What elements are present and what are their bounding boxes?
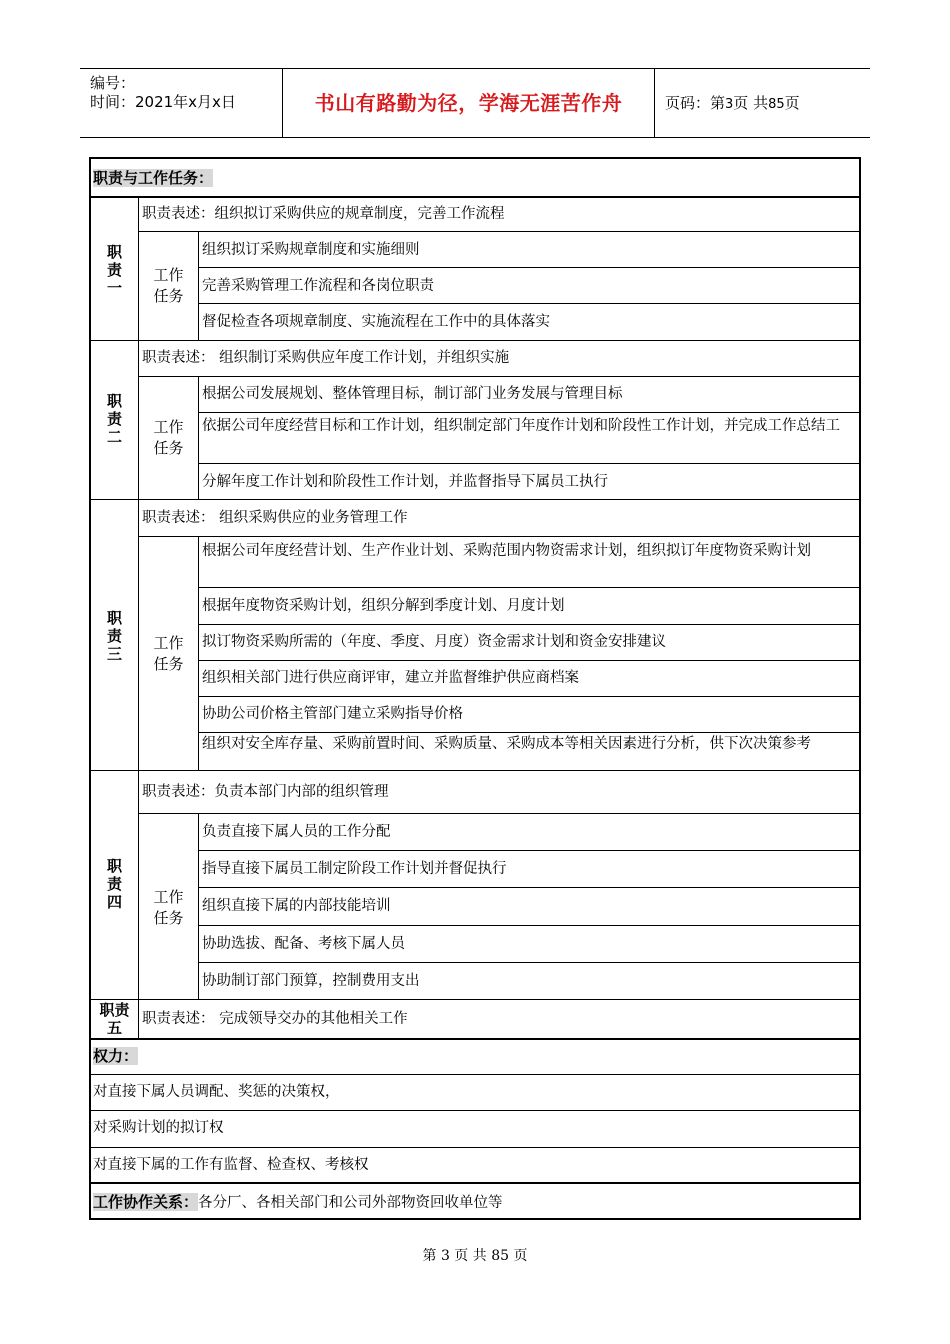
row-divider — [139, 813, 859, 814]
column-divider — [198, 232, 199, 340]
task-item: 完善采购管理工作流程和各岗位职责 — [202, 278, 434, 294]
page-total: 85 — [768, 97, 785, 112]
duty-4-tasks-label: 工作 任务 — [153, 888, 184, 927]
powers-title: 权力： — [93, 1047, 139, 1065]
duty-3-statement: 职责表述： 组织采购供应的业务管理工作 — [142, 510, 408, 526]
task-item: 协助制订部门预算，控制费用支出 — [202, 973, 420, 989]
task-item: 依据公司年度经营目标和工作计划，组织制定部门年度作计划和阶段性工作计划，并完成工作总结工 — [202, 418, 840, 434]
task-divider — [199, 267, 859, 268]
row-divider — [91, 770, 859, 771]
row-divider — [91, 1110, 859, 1111]
cooperation-title: 工作协作关系： — [93, 1193, 199, 1211]
duty-5-label: 职责 五 — [99, 1001, 130, 1037]
task-divider — [199, 587, 859, 588]
motto: 书山有路勤为径，学海无涯苦作舟 — [314, 91, 623, 115]
duty-4-statement: 职责表述：负责本部门内部的组织管理 — [142, 784, 389, 800]
page-mid: 页 共 — [733, 94, 769, 112]
row-divider — [91, 1182, 859, 1184]
header-motto-cell — [283, 69, 655, 137]
row-divider — [139, 376, 859, 377]
task-item: 拟订物资采购所需的（年度、季度、月度）资金需求计划和资金安排建议 — [202, 634, 666, 650]
cooperation-text: 各分厂、各相关部门和公司外部物资回收单位等 — [198, 1195, 503, 1211]
row-divider — [91, 1147, 859, 1148]
task-divider — [199, 887, 859, 888]
task-item: 协助选拔、配备、考核下属人员 — [202, 936, 405, 952]
task-item: 组织拟订采购规章制度和实施细则 — [202, 242, 420, 258]
page-number: 3 — [725, 97, 734, 112]
task-divider — [199, 850, 859, 851]
task-divider — [199, 696, 859, 697]
header-meta — [80, 69, 283, 137]
duty-3-label: 职 责 三 — [106, 609, 122, 663]
column-divider — [198, 376, 199, 499]
column-divider — [198, 813, 199, 999]
task-divider — [199, 303, 859, 304]
power-item: 对直接下属的工作有监督、检查权、考核权 — [93, 1157, 369, 1173]
duty-1-label: 职 责 一 — [106, 243, 122, 297]
row-divider — [139, 231, 859, 232]
task-item: 督促检查各项规章制度、实施流程在工作中的具体落实 — [202, 314, 550, 330]
task-item: 组织对安全库存量、采购前置时间、采购质量、采购成本等相关因素进行分析，供下次决策参考 — [202, 736, 811, 752]
task-divider — [199, 463, 859, 464]
row-divider — [91, 340, 859, 341]
header-page-cell — [655, 69, 870, 137]
task-item: 组织相关部门进行供应商评审，建立并监督维护供应商档案 — [202, 670, 579, 686]
duty-4-label: 职 责 四 — [106, 857, 122, 911]
row-divider — [91, 999, 859, 1000]
task-item: 指导直接下属员工制定阶段工作计划并督促执行 — [202, 861, 507, 877]
section-title: 职责与工作任务： — [93, 169, 214, 187]
cooperation-row — [93, 1190, 503, 1215]
duty-2-tasks-label: 工作 任务 — [153, 418, 184, 457]
task-item: 根据年度物资采购计划，组织分解到季度计划、月度计划 — [202, 598, 565, 614]
duty-2-label: 职 责 二 — [106, 392, 122, 446]
task-divider — [199, 962, 859, 963]
task-item: 负责直接下属人员的工作分配 — [202, 824, 391, 840]
row-divider — [139, 536, 859, 537]
row-divider — [91, 1038, 859, 1040]
page-prefix: 页码：第 — [665, 94, 726, 112]
column-divider — [198, 536, 199, 770]
task-divider — [199, 412, 859, 413]
task-item: 分解年度工作计划和阶段性工作计划，并监督指导下属员工执行 — [202, 474, 608, 490]
duty-5-statement: 职责表述： 完成领导交办的其他相关工作 — [142, 1011, 408, 1027]
page-indicator — [655, 69, 870, 139]
power-item: 对采购计划的拟订权 — [93, 1120, 224, 1136]
task-divider — [199, 925, 859, 926]
task-divider — [199, 624, 859, 625]
duties-table — [89, 157, 861, 1220]
number-label: 编号： — [90, 74, 136, 92]
task-item: 根据公司发展规划、整体管理目标，制订部门业务发展与管理目标 — [202, 386, 623, 402]
row-divider — [91, 196, 859, 198]
page-header — [80, 68, 870, 138]
row-divider — [91, 1074, 859, 1075]
duty-2-statement: 职责表述： 组织制订采购供应年度工作计划，并组织实施 — [142, 350, 510, 366]
duty-1-tasks-label: 工作 任务 — [153, 266, 184, 305]
task-divider — [199, 660, 859, 661]
date-label: 时间：2021年x月x日 — [90, 93, 236, 111]
page-suffix: 页 — [784, 94, 800, 112]
row-divider — [91, 499, 859, 500]
task-item: 组织直接下属的内部技能培训 — [202, 898, 391, 914]
page-footer: 第 3 页 共 85 页 — [422, 1248, 528, 1264]
task-item: 根据公司年度经营计划、生产作业计划、采购范围内物资需求计划，组织拟订年度物资采购计划 — [202, 543, 811, 559]
power-item: 对直接下属人员调配、奖惩的决策权， — [93, 1084, 340, 1100]
task-item: 协助公司价格主管部门建立采购指导价格 — [202, 706, 463, 722]
duty-3-tasks-label: 工作 任务 — [153, 634, 184, 673]
duty-1-statement: 职责表述：组织拟订采购供应的规章制度，完善工作流程 — [142, 206, 505, 222]
